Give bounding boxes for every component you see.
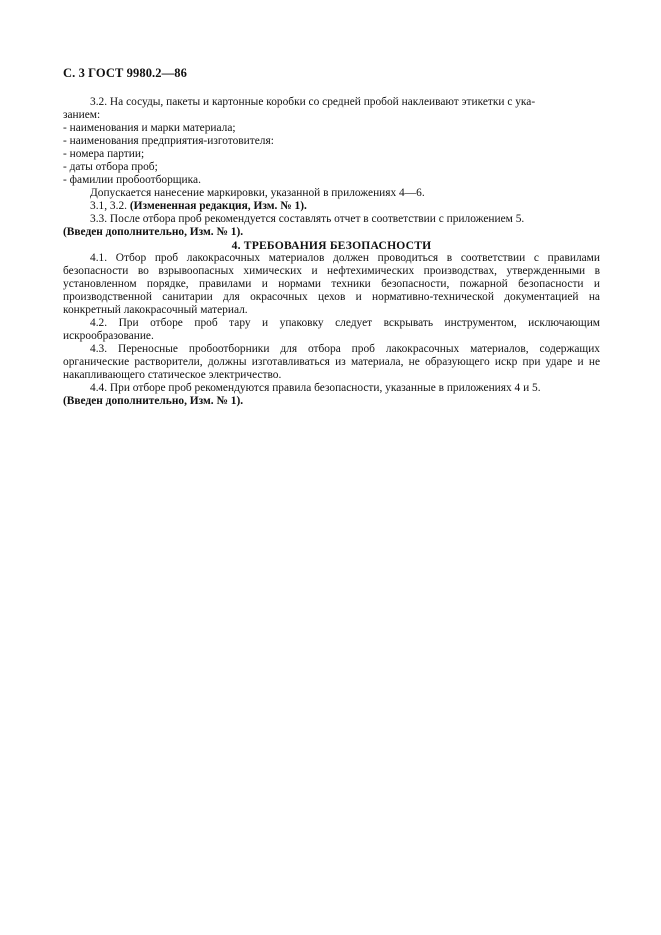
page-header: С. 3 ГОСТ 9980.2—86 bbox=[63, 66, 187, 80]
label-item-5: - фамилии пробоотборщика. bbox=[63, 174, 201, 186]
paragraph-4-4-note: (Введен дополнительно, Изм. № 1). bbox=[63, 395, 244, 407]
edit-note-ref: 3.1, 3.2. bbox=[90, 200, 128, 212]
edit-note: (Измененная редакция, Изм. № 1). bbox=[129, 200, 307, 212]
marking-allowed-note: Допускается нанесение маркировки, указанной в приложениях 4—6. bbox=[90, 187, 425, 199]
paragraph-3-3-note: (Введен дополнительно, Изм. № 1). bbox=[63, 226, 244, 238]
section-title: 4. ТРЕБОВАНИЯ БЕЗОПАСНОСТИ bbox=[231, 239, 432, 252]
paragraph-4-2: 4.2. При отборе проб тару и упаковку следует вскрывать инструментом, исключающим искрообразование. bbox=[63, 317, 600, 342]
label-item-3: - номера партии; bbox=[63, 148, 145, 160]
paragraph-4-4: 4.4. При отборе проб рекомендуются правила безопасности, указанные в приложениях 4 и 5. bbox=[90, 382, 541, 394]
label-item-1: - наименования и марки материала; bbox=[63, 122, 236, 134]
paragraph-3-2: 3.2. На сосуды, пакеты и картонные коробки со средней пробой наклеивают этикетки с ука- bbox=[90, 96, 536, 108]
label-item-4: - даты отбора проб; bbox=[63, 161, 158, 173]
document-body bbox=[63, 96, 600, 408]
paragraph-4-3: 4.3. Переносные пробоотборники для отбора проб лакокрасочных материалов, содержащих органические растворители, должны изготавливаться из материала, не образующего искр при ударе и не накапливающего статическое электричество. bbox=[63, 343, 600, 381]
paragraph-3-2-continuation: занием: bbox=[63, 109, 101, 121]
edit-note-line bbox=[63, 200, 600, 213]
paragraph-4-1: 4.1. Отбор проб лакокрасочных материалов должен проводиться в соответствии с правилами безопасности во взрывоопасных химических и нефтехимических производствах, утвержденными в установленном порядке, правилами и нормами техники безопасности, пожарной безопасности и производственной санитарии для окрасочных цехов и нормативно-технической документацией на конкретный лакокрасочный материал. bbox=[63, 252, 600, 316]
label-item-2: - наименования предприятия-изготовителя: bbox=[63, 135, 274, 147]
paragraph-3-3: 3.3. После отбора проб рекомендуется составлять отчет в соответствии с приложением 5. bbox=[90, 213, 525, 225]
